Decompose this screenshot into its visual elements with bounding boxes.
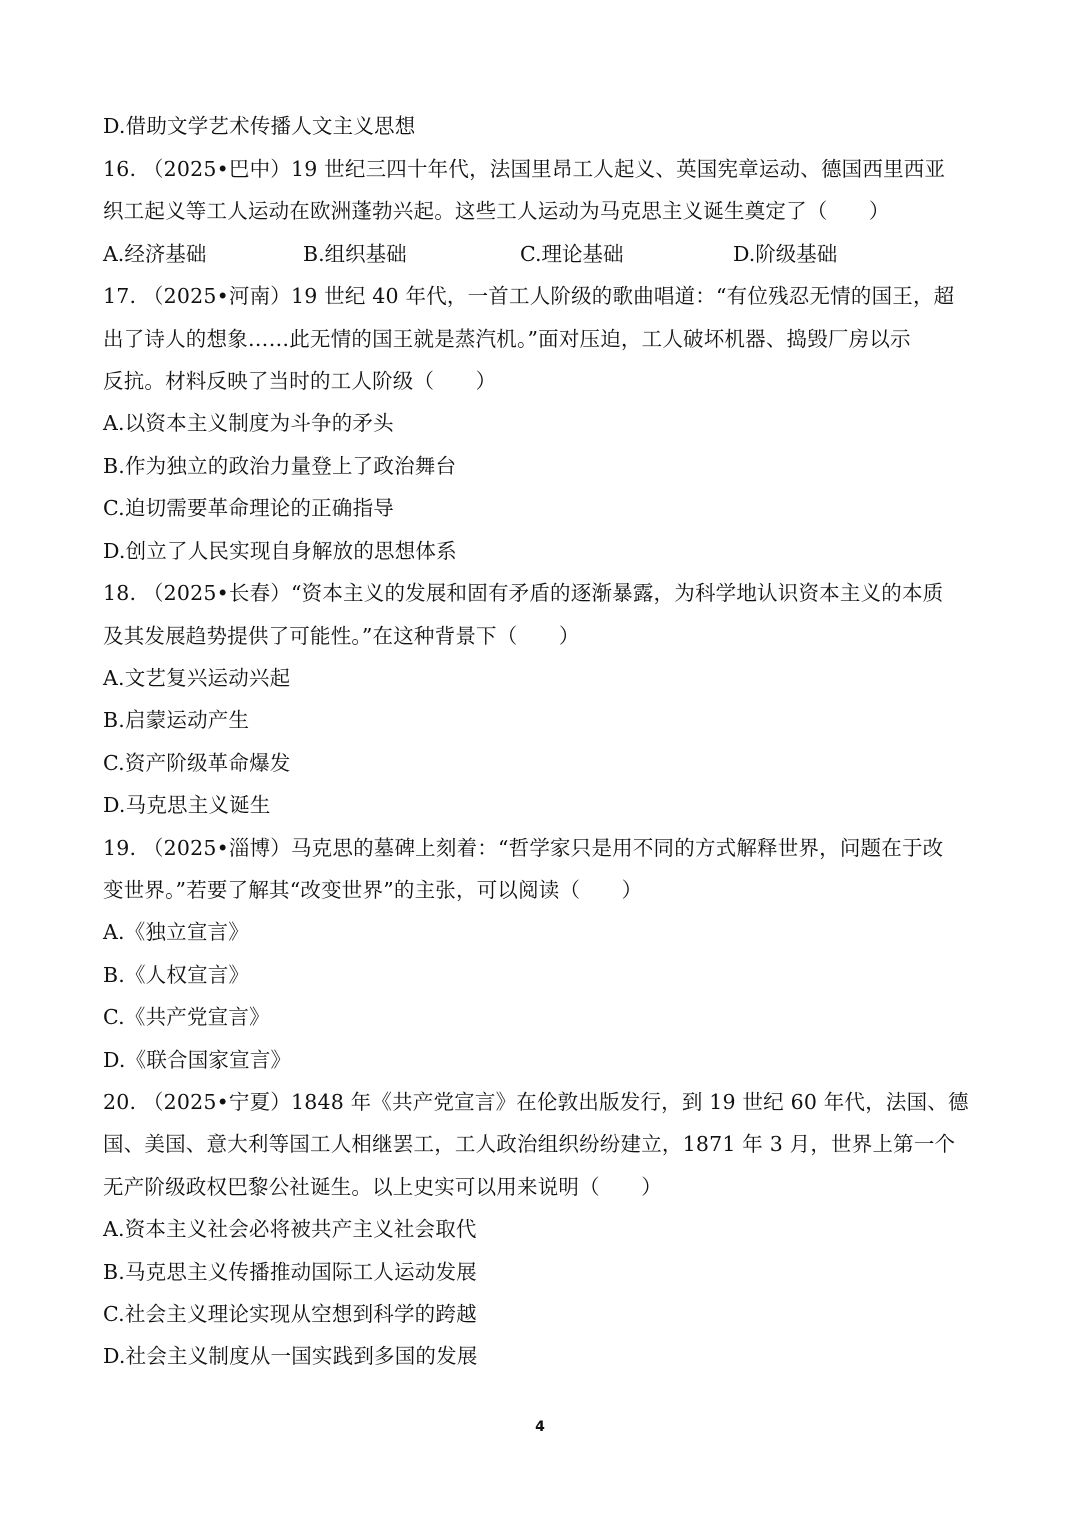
question-18-option-c: C.资产阶级革命爆发	[103, 751, 291, 775]
question-18-line-1: 18. （2025•长春）“资本主义的发展和固有矛盾的逐渐暴露，为科学地认识资本主义的本质	[103, 581, 944, 605]
question-18-option-b: B.启蒙运动产生	[103, 708, 250, 732]
question-16-option-a: A.经济基础	[103, 242, 207, 266]
question-20-option-a: A.资本主义社会必将被共产主义社会取代	[103, 1217, 477, 1241]
question-18-option-a: A.文艺复兴运动兴起	[103, 666, 291, 690]
question-19-line-2: 变世界。”若要了解其“改变世界”的主张，可以阅读（ ）	[103, 878, 643, 902]
page-number: 4	[535, 1419, 545, 1435]
question-20-line-2: 国、美国、意大利等国工人相继罢工，工人政治组织纷纷建立，1871 年 3 月，世界上第一个	[103, 1132, 956, 1156]
question-17-option-d: D.创立了人民实现自身解放的思想体系	[103, 539, 457, 563]
question-20-option-d: D.社会主义制度从一国实践到多国的发展	[103, 1344, 478, 1368]
question-19-option-a: A.《独立宣言》	[103, 920, 249, 944]
question-17-line-3: 反抗。材料反映了当时的工人阶级（ ）	[103, 369, 497, 393]
question-17-line-2: 出了诗人的想象……此无情的国王就是蒸汽机。”面对压迫，工人破坏机器、捣毁厂房以示	[103, 327, 911, 351]
question-19-option-c: C.《共产党宣言》	[103, 1005, 270, 1029]
question-18-line-2: 及其发展趋势提供了可能性。”在这种背景下（ ）	[103, 624, 580, 648]
question-19-line-1: 19. （2025•淄博）马克思的墓碑上刻着：“哲学家只是用不同的方式解释世界，问题在于改	[103, 836, 944, 860]
question-16-option-b: B.组织基础	[303, 242, 407, 266]
question-19-option-d: D.《联合国家宣言》	[103, 1048, 292, 1072]
question-16-option-c: C.理论基础	[520, 242, 624, 266]
question-18-option-d: D.马克思主义诞生	[103, 793, 271, 817]
option-d-previous-question: D.借助文学艺术传播人文主义思想	[103, 114, 416, 138]
question-17-option-b: B.作为独立的政治力量登上了政治舞台	[103, 454, 457, 478]
question-16-line-2: 织工起义等工人运动在欧洲蓬勃兴起。这些工人运动为马克思主义诞生奠定了（ ）	[103, 199, 890, 223]
question-20-option-c: C.社会主义理论实现从空想到科学的跨越	[103, 1302, 477, 1326]
question-20-line-1: 20. （2025•宁夏）1848 年《共产党宣言》在伦敦出版发行，到 19 世纪 60 年代，法国、德	[103, 1090, 969, 1114]
question-20-option-b: B.马克思主义传播推动国际工人运动发展	[103, 1260, 477, 1284]
question-16-option-d: D.阶级基础	[733, 242, 838, 266]
question-17-option-c: C.迫切需要革命理论的正确指导	[103, 496, 394, 520]
question-16-line-1: 16. （2025•巴中）19 世纪三四十年代，法国里昂工人起义、英国宪章运动、德国西里西亚	[103, 157, 946, 181]
question-17-line-1: 17. （2025•河南）19 世纪 40 年代，一首工人阶级的歌曲唱道：“有位残忍无情的国王，超	[103, 284, 955, 308]
question-19-option-b: B.《人权宣言》	[103, 963, 250, 987]
question-17-option-a: A.以资本主义制度为斗争的矛头	[103, 411, 394, 435]
question-20-line-3: 无产阶级政权巴黎公社诞生。以上史实可以用来说明（ ）	[103, 1175, 662, 1199]
